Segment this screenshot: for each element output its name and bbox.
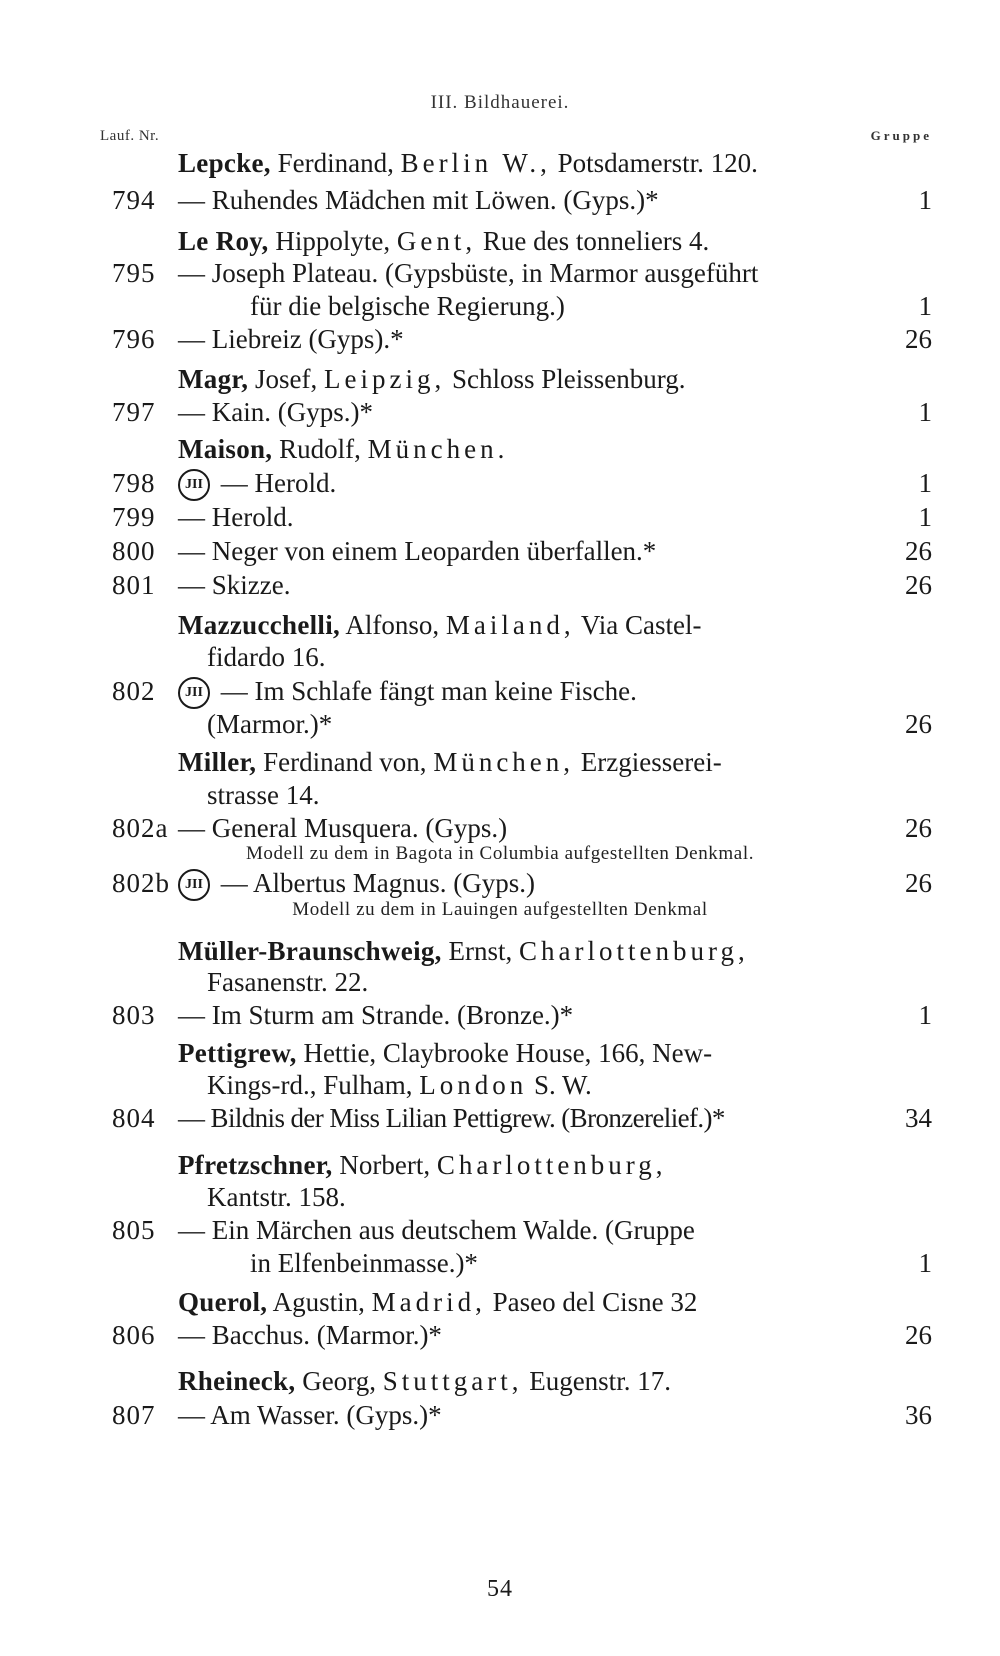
artist-city: Stuttgart, xyxy=(382,1366,523,1396)
item-title: — Herold. xyxy=(178,502,294,532)
artist-entry-pfretzschner xyxy=(0,1148,1000,1182)
artist-address: Rue des tonneliers 4. xyxy=(482,226,710,256)
item-group: 26 xyxy=(905,1320,932,1350)
artist-firstname: Josef, xyxy=(255,364,318,394)
artist-address-continuation: fidardo 16. xyxy=(207,642,326,672)
item-title: — Liebreiz (Gyps).* xyxy=(178,324,404,354)
page-number: 54 xyxy=(487,1576,513,1602)
item-title-continuation: in Elfenbeinmasse.)* xyxy=(250,1248,478,1278)
address-continuation xyxy=(0,640,1000,674)
catalog-item xyxy=(0,1101,1000,1135)
artist-firstname: Norbert, xyxy=(339,1150,431,1180)
item-group: 1 xyxy=(918,502,932,532)
artist-name: Magr, xyxy=(178,364,249,394)
catalog-item xyxy=(0,322,1000,356)
item-group: 34 xyxy=(905,1103,932,1133)
item-group: 26 xyxy=(905,868,932,898)
artist-city: München, xyxy=(433,747,575,777)
artist-entry-miller xyxy=(0,745,1000,779)
item-group: 26 xyxy=(905,536,932,566)
jury-badge-icon: JII xyxy=(178,677,210,709)
artist-name: Pettigrew, xyxy=(178,1038,297,1068)
item-title: — Herold. xyxy=(220,468,337,498)
item-number: 799 xyxy=(112,502,156,532)
artist-address-continuation: Kings-rd., Fulham, xyxy=(207,1070,413,1100)
artist-firstname: Rudolf, xyxy=(279,434,361,464)
artist-name: Lepcke, xyxy=(178,148,271,178)
item-title: — Im Sturm am Strande. (Bronze.)* xyxy=(178,1000,574,1030)
item-group: 1 xyxy=(918,397,932,427)
catalog-item xyxy=(0,1213,1000,1247)
artist-entry-pettigrew xyxy=(0,1036,1000,1070)
chapter-heading: III. Bildhauerei. xyxy=(430,92,570,113)
artist-entry-mueller-braunschweig xyxy=(0,934,1000,968)
artist-firstname: Ernst, xyxy=(448,936,513,966)
item-title: — Am Wasser. (Gyps.)* xyxy=(178,1400,442,1430)
address-continuation xyxy=(0,965,1000,999)
artist-firstname-address: Hettie, Claybrooke House, 166, New- xyxy=(303,1038,713,1068)
item-group: 26 xyxy=(905,324,932,354)
item-number: 806 xyxy=(112,1320,156,1350)
catalog-item-continuation xyxy=(0,289,1000,323)
item-title: — Ein Märchen aus deutschem Walde. (Gruppe xyxy=(178,1215,695,1245)
artist-name: Müller-Braunschweig, xyxy=(178,936,442,966)
address-continuation xyxy=(0,778,1000,812)
item-number: 795 xyxy=(112,258,156,288)
item-number: 803 xyxy=(112,1000,156,1030)
artist-address: Potsdamerstr. 120. xyxy=(557,148,758,178)
artist-city: München. xyxy=(367,434,509,464)
item-number: 807 xyxy=(112,1400,156,1430)
catalog-item-continuation xyxy=(0,1246,1000,1280)
item-title: — Skizze. xyxy=(178,570,291,600)
catalog-item xyxy=(0,1318,1000,1352)
artist-name: Rheineck, xyxy=(178,1366,296,1396)
item-title: — Joseph Plateau. (Gypsbüste, in Marmor ausgeführt xyxy=(178,258,759,288)
catalog-item xyxy=(0,183,1000,217)
artist-entry-magr xyxy=(0,362,1000,396)
item-number: 802a xyxy=(112,813,169,843)
artist-entry-le-roy xyxy=(0,224,1000,258)
artist-city: Charlottenburg, xyxy=(436,1150,667,1180)
artist-address: Paseo del Cisne 32 xyxy=(492,1287,698,1317)
item-title: — Bildnis der Miss Lilian Pettigrew. (Bronzerelief.)* xyxy=(178,1103,725,1133)
item-number: 802b xyxy=(112,868,170,898)
catalog-item xyxy=(0,500,1000,534)
artist-city: Gent, xyxy=(396,226,477,256)
item-title-continuation: (Marmor.)* xyxy=(207,709,333,739)
artist-name: Miller, xyxy=(178,747,257,777)
item-group: 26 xyxy=(905,570,932,600)
artist-firstname: Agustin, xyxy=(272,1287,365,1317)
jury-badge-icon: JII xyxy=(178,469,210,501)
catalog-item xyxy=(0,534,1000,568)
artist-entry-rheineck xyxy=(0,1364,1000,1398)
item-group: 1 xyxy=(918,185,932,215)
item-group: 26 xyxy=(905,813,932,843)
address-continuation xyxy=(0,1068,1000,1102)
artist-city: Madrid, xyxy=(371,1287,486,1317)
item-number: 797 xyxy=(112,397,156,427)
artist-address: S. W. xyxy=(534,1070,592,1100)
artist-city: London xyxy=(419,1070,528,1100)
artist-firstname: Alfonso, xyxy=(345,610,440,640)
catalog-item xyxy=(0,395,1000,429)
item-group: 36 xyxy=(905,1400,932,1430)
artist-address-continuation: strasse 14. xyxy=(207,780,320,810)
item-title-continuation: für die belgische Regierung.) xyxy=(250,291,565,321)
artist-address: Via Castel- xyxy=(580,610,702,640)
item-title: — Ruhendes Mädchen mit Löwen. (Gyps.)* xyxy=(178,185,659,215)
catalog-item xyxy=(0,674,1000,708)
artist-firstname: Georg, xyxy=(302,1366,376,1396)
artist-address: Erzgiesserei- xyxy=(580,747,722,777)
artist-city: Charlottenburg, xyxy=(518,936,749,966)
artist-name: Mazzucchelli, xyxy=(178,610,341,640)
artist-address: Eugenstr. 17. xyxy=(529,1366,671,1396)
artist-address-continuation: Fasanenstr. 22. xyxy=(207,967,369,997)
catalog-item xyxy=(0,568,1000,602)
item-number: 794 xyxy=(112,185,156,215)
item-note: Modell zu dem in Bagota in Columbia aufgestellten Denkmal. xyxy=(245,843,755,864)
catalog-item xyxy=(0,998,1000,1032)
catalog-item xyxy=(0,256,1000,290)
item-number: 798 xyxy=(112,468,156,498)
item-number: 802 xyxy=(112,676,156,706)
item-number: 800 xyxy=(112,536,156,566)
catalog-item xyxy=(0,811,1000,845)
catalog-item xyxy=(0,866,1000,900)
artist-name: Pfretzschner, xyxy=(178,1150,333,1180)
item-group: 1 xyxy=(918,1000,932,1030)
artist-city: Mailand, xyxy=(445,610,575,640)
artist-entry-querol xyxy=(0,1285,1000,1319)
item-number: 805 xyxy=(112,1215,156,1245)
item-number: 796 xyxy=(112,324,156,354)
artist-address: Schloss Pleissenburg. xyxy=(451,364,686,394)
artist-entry-maison xyxy=(0,432,1000,466)
item-title: — Neger von einem Leoparden überfallen.* xyxy=(178,536,657,566)
artist-address-continuation: Kantstr. 158. xyxy=(207,1182,346,1212)
item-group: 1 xyxy=(918,1248,932,1278)
running-number-column-header: Lauf. Nr. xyxy=(100,128,160,144)
artist-name: Querol, xyxy=(178,1287,268,1317)
artist-city: Berlin W., xyxy=(400,148,551,178)
catalog-item-continuation xyxy=(0,707,1000,741)
item-number: 801 xyxy=(112,570,156,600)
artist-name: Le Roy, xyxy=(178,226,269,256)
catalog-item xyxy=(0,466,1000,500)
address-continuation xyxy=(0,1180,1000,1214)
jury-badge-icon: JII xyxy=(178,869,210,901)
item-group: 1 xyxy=(918,291,932,321)
artist-firstname: Hippolyte, xyxy=(275,226,391,256)
item-note: Modell zu dem in Lauingen aufgestellten Denkmal xyxy=(292,899,708,920)
item-title: — Im Schlafe fängt man keine Fische. xyxy=(220,676,637,706)
artist-entry-lepcke xyxy=(0,146,1000,180)
item-title: — Albertus Magnus. (Gyps.) xyxy=(220,868,535,898)
artist-entry-mazzucchelli xyxy=(0,608,1000,642)
artist-firstname: Ferdinand, xyxy=(277,148,394,178)
item-title: — Kain. (Gyps.)* xyxy=(178,397,373,427)
catalog-item xyxy=(0,1398,1000,1432)
item-group: 26 xyxy=(905,709,932,739)
artist-firstname: Ferdinand von, xyxy=(263,747,427,777)
item-number: 804 xyxy=(112,1103,156,1133)
artist-city: Leipzig, xyxy=(324,364,446,394)
item-title: — General Musquera. (Gyps.) xyxy=(178,813,508,843)
item-title: — Bacchus. (Marmor.)* xyxy=(178,1320,442,1350)
artist-name: Maison, xyxy=(178,434,273,464)
group-column-header: Gruppe xyxy=(870,128,932,143)
item-group: 1 xyxy=(918,468,932,498)
